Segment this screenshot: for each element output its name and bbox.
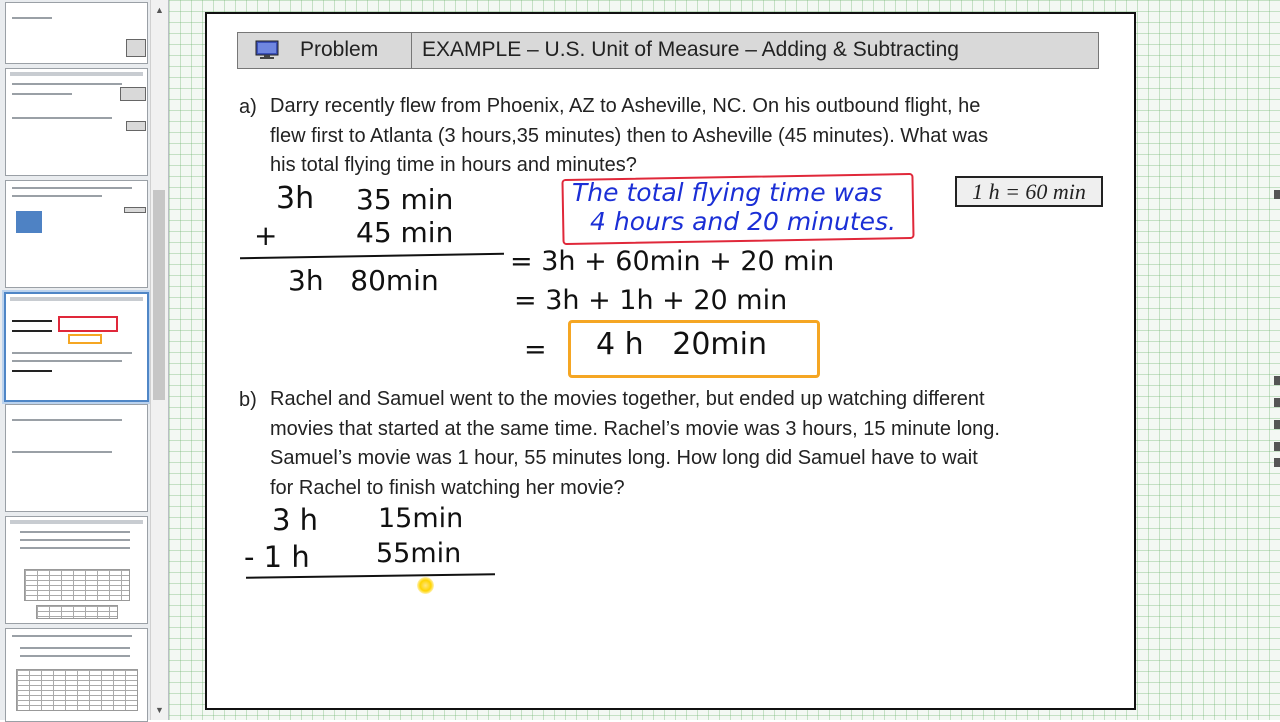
scroll-up-arrow-icon[interactable]: ▲ <box>155 5 164 15</box>
work-a-plus-sign: + <box>254 219 278 252</box>
part-a-line-3: his total flying time in hours and minutes? <box>270 154 637 176</box>
part-b-line-4: for Rachel to finish watching her movie? <box>270 476 625 499</box>
slide-thumbnail-1[interactable] <box>5 2 148 64</box>
work-b-row2-hours: - 1 h <box>244 540 310 574</box>
work-a-row2-minutes: 45 min <box>356 216 454 249</box>
problem-label: Problem <box>300 38 379 61</box>
part-a-question <box>270 92 988 181</box>
slide-thumbnail-5[interactable] <box>5 404 148 512</box>
slide-title: EXAMPLE – U.S. Unit of Measure – Adding & Subtracting <box>422 38 959 61</box>
slide-thumbnail-7[interactable] <box>5 628 148 722</box>
part-a-line-2: flew first to Atlanta (3 hours,35 minutes) then to Asheville (45 minutes). What was <box>270 124 989 147</box>
work-a-step-3-equals: = <box>524 334 547 365</box>
work-a-result: 4 h 20min <box>596 327 767 362</box>
monitor-icon <box>254 40 280 60</box>
pointer-highlight-icon <box>417 577 434 594</box>
conversion-note: 1 h = 60 min <box>955 176 1103 207</box>
slide-thumbnail-4-selected[interactable] <box>4 292 149 402</box>
part-b-line-2: movies that started at the same time. Rachel’s movie was 3 hours, 15 minute long. <box>270 417 1000 440</box>
slide-thumbnail-panel <box>0 0 169 720</box>
part-b-label: b) <box>239 389 257 411</box>
slide-thumbnail-6[interactable] <box>5 516 148 624</box>
work-a-step-1: = 3h + 60min + 20 min <box>510 246 835 277</box>
scroll-down-arrow-icon[interactable]: ▼ <box>155 705 164 715</box>
part-b-question <box>270 385 1000 503</box>
thumbnail-scrollbar[interactable] <box>150 0 168 720</box>
part-a-line-1: Darry recently flew from Phoenix, AZ to Asheville, NC. On his outbound flight, he <box>270 95 981 117</box>
work-a-row1-hours: 3h <box>276 181 315 216</box>
answer-line-2: 4 hours and 20 minutes. <box>590 207 896 236</box>
work-a-row1-minutes: 35 min <box>356 183 454 216</box>
slide-thumbnail-2[interactable] <box>5 68 148 176</box>
work-b-row1-minutes: 15min <box>378 503 464 534</box>
slide-thumbnail-3[interactable] <box>5 180 148 288</box>
problem-title-bar <box>237 32 1099 69</box>
scrollbar-thumb[interactable] <box>153 190 165 400</box>
work-a-step-2: = 3h + 1h + 20 min <box>514 285 788 316</box>
work-a-sum: 3h 80min <box>288 264 439 297</box>
part-b-line-1: Rachel and Samuel went to the movies together, but ended up watching different <box>270 388 985 410</box>
part-b-line-3: Samuel’s movie was 1 hour, 55 minutes long. How long did Samuel have to wait <box>270 447 978 469</box>
work-b-row2-minutes: 55min <box>376 538 462 569</box>
problem-cell <box>238 33 412 68</box>
part-a-label: a) <box>239 96 257 118</box>
right-edge-markers <box>1268 0 1280 720</box>
work-b-row1-hours: 3 h <box>272 503 319 537</box>
answer-line-1: The total flying time was <box>572 178 883 207</box>
